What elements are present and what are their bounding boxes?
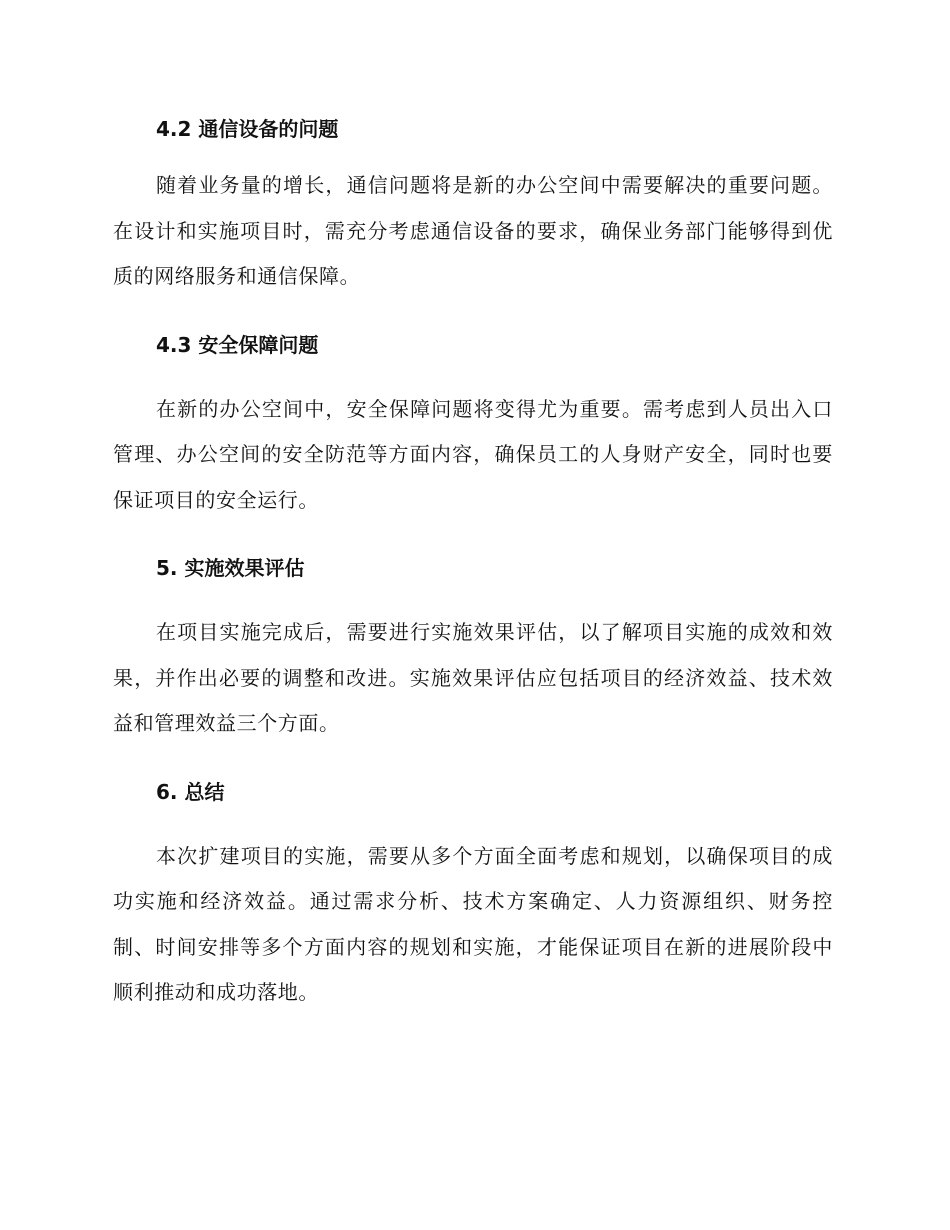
- section-body-4-2: 随着业务量的增长，通信问题将是新的办公空间中需要解决的重要问题。在设计和实施项目时，需充分考虑通信设备的要求，确保业务部门能够得到优质的网络服务和通信保障。: [113, 173, 833, 288]
- section-body-5: 在项目实施完成后，需要进行实施效果评估，以了解项目实施的成效和效果，并作出必要的调整和改进。实施效果评估应包括项目的经济效益、技术效益和管理效益三个方面。: [113, 620, 833, 735]
- section-heading-6: 6. 总结: [156, 779, 225, 804]
- document-content: [113, 112, 833, 1016]
- section-heading-5: 5. 实施效果评估: [156, 556, 305, 580]
- section-body-6: 本次扩建项目的实施，需要从多个方面全面考虑和规划，以确保项目的成功实施和经济效益。通过需求分析、技术方案确定、人力资源组织、财务控制、时间安排等多个方面内容的规划和实施，才能保证项目在新的进展阶段中顺利推动和成功落地。: [113, 843, 833, 1004]
- section-heading-4-3: 4.3 安全保障问题: [156, 332, 319, 357]
- section-heading-4-2: 4.2 通信设备的问题: [156, 117, 339, 141]
- section-body-4-3: 在新的办公空间中，安全保障问题将变得尤为重要。需考虑到人员出入口管理、办公空间的安全防范等方面内容，确保员工的人身财产安全，同时也要保证项目的安全运行。: [113, 396, 833, 512]
